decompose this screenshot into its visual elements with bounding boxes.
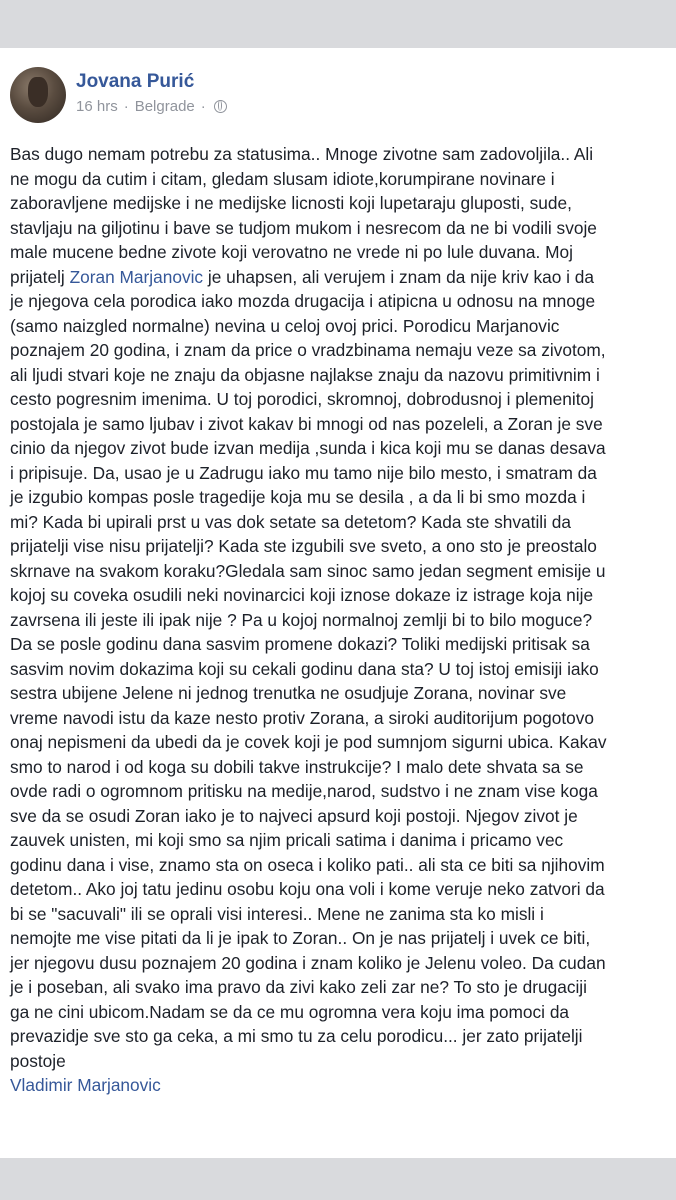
post-text-segment: skrnave na svakom koraku?Gledala sam sinoc samo jedan segment emisije u xyxy=(10,560,606,581)
post-text-segment: smo to narod i od koga su dobili takve instrukcije? I malo dete shvata sa se xyxy=(10,756,584,777)
post-text-segment: ne mogu da cutim i citam, gledam slusam idiote,korumpirane novinare i xyxy=(10,168,555,189)
post-text-line xyxy=(10,632,662,657)
post-text-segment: cinio da njegov zivot bude izvan medija ,sunda i kica koji mu se danas desava xyxy=(10,438,606,458)
post-text-line xyxy=(10,363,662,388)
post-text-line xyxy=(10,951,662,976)
post-text-segment: zauvek unisten, mi koji smo sa njim pricali satima i danima i pricamo vec xyxy=(10,830,564,850)
post-text-segment: sestra ubijene Jelene ni jednog trenutka ne osudjuje Zorana, novinar sve xyxy=(10,683,567,703)
post-text-segment: i pripisuje. Da, usao je u Zadrugu iako mu tamo nije bilo mesto, i smatram da xyxy=(10,462,597,483)
post-text-line xyxy=(10,510,662,535)
meta-separator: · xyxy=(123,98,129,115)
post-text-line xyxy=(10,975,662,1000)
post-text-segment: bi se "sacuvali" ili se oprali visi interesi.. Mene ne zanima sta ko misli i xyxy=(10,903,544,924)
mention-link[interactable]: Zoran Marjanovic xyxy=(69,266,204,287)
post-text-segment: sve da se osudi Zoran iako je to najveci apsurd koji postoji. Njegov zivot je xyxy=(10,805,578,826)
post-text-line xyxy=(10,804,662,829)
post-text-line xyxy=(10,240,662,265)
post-text-segment: jer njegovu dusu poznajem 20 godina i znam koliko je Jelenu voleo. Da cudan xyxy=(10,952,606,973)
post-text-segment: mi? Kada bi upirali prst u vas dok setate sa detetom? Kada ste shvatili da xyxy=(10,511,571,532)
post-text-line xyxy=(10,338,662,363)
post-text-segment: godinu dana i vise, znamo sta on oseca i koliko pati.. ali sta ce biti sa njihovim xyxy=(10,854,605,875)
post-text-line xyxy=(10,1024,662,1049)
post-text-segment: kojoj su coveka osudili neki novinarcici koji iznose dokaze iz istrage koja nije xyxy=(10,585,594,605)
post-text-line xyxy=(10,877,662,902)
post-text-line xyxy=(10,485,662,510)
post-text-segment: postojala je samo ljubav i zivot kakav bi mnogi od nas pozeleli, a Zoran je sve xyxy=(10,413,603,434)
post-text-segment: Da se posle godinu dana sasvim promene dokazi? Toliki medijski pritisak sa xyxy=(10,634,590,654)
post-text-segment: onaj nepismeni da ubedi da je covek koji je pod sumnjom sigurni ubica. Kakav xyxy=(10,732,607,752)
post-text-segment: cesto pogresnim imenima. U toj porodici, skromnoj, dobrodusnoj i plemenitoj xyxy=(10,389,594,409)
post-text-line xyxy=(10,461,662,486)
post-text-line xyxy=(10,730,662,755)
post-text-line xyxy=(10,436,662,461)
post-text-line xyxy=(10,559,662,584)
post-text-line xyxy=(10,926,662,951)
post-text-line xyxy=(10,534,662,559)
post-text-segment: male mucene bedne zivote koji verovatno ne vrede ni po lule duvana. Moj xyxy=(10,242,573,262)
post-text-segment: ga ne cini ubicom.Nadam se da ce mu ogromna vera koju ima pomoci da xyxy=(10,1001,570,1022)
author-name[interactable]: Jovana Purić xyxy=(76,71,195,92)
post-text-segment: postoje xyxy=(10,1050,66,1071)
post-text-segment: prevazidje sve sto ga ceka, a mi smo tu za celu porodicu... jer zato prijatelji xyxy=(10,1026,583,1046)
post-text-line xyxy=(10,608,662,633)
post-text-line xyxy=(10,387,662,412)
post-text-segment: je njegova cela porodica iako mozda drugacija i atipicna u odnosu na mnoge xyxy=(10,291,596,311)
post-text-line xyxy=(10,1073,662,1098)
post-text-segment: stavljaju na giljotinu i bave se tudjom mukom i nesrecom da ne bi vodili svoje xyxy=(10,217,597,238)
post-text-line xyxy=(10,412,662,437)
post-text-segment: detetom.. Ako joj tatu jedinu osobu koju ona voli i kome veruje neko zatvori da xyxy=(10,879,605,899)
post-text-segment: zaboravljene medijske i ne medijske licnosti koji lupetaraju gluposti, sude, xyxy=(10,193,572,213)
post-text-line xyxy=(10,583,662,608)
post-text-line xyxy=(10,706,662,731)
globe-icon[interactable] xyxy=(214,100,227,113)
post-text-segment: je uhapsen, ali verujem i znam da nije kriv kao i da xyxy=(203,266,595,287)
post-meta xyxy=(76,98,227,115)
post-text-line xyxy=(10,289,662,314)
post-text-line xyxy=(10,779,662,804)
post-card xyxy=(0,48,676,1158)
post-text-line xyxy=(10,828,662,853)
post-text-line xyxy=(10,167,662,192)
post-location[interactable]: Belgrade xyxy=(134,98,195,115)
post-text-segment: poznajem 20 godina, i znam da price o vradzbinama nemaju veze sa zivotom, xyxy=(10,340,606,360)
post-text-segment: (samo naizgled normalne) nevina u celoj ovoj prici. Porodicu Marjanovic xyxy=(10,315,560,336)
post-text-segment: prijatelji vise nisu prijatelji? Kada ste izgubili sve sveto, a ono sto je preostalo xyxy=(10,536,597,556)
meta-separator: · xyxy=(200,98,206,115)
post-text-line xyxy=(10,191,662,216)
mention-link[interactable]: Vladimir Marjanovic xyxy=(10,1075,161,1095)
post-text-segment: vreme navodi istu da kaze nesto protiv Zorana, a siroki auditorijum pogotovo xyxy=(10,707,595,728)
post-text-segment: sasvim novim dokazima koji su cekali godinu dana sta? U toj istoj emisiji iako xyxy=(10,658,599,679)
post-text xyxy=(10,142,662,1098)
post-text-line xyxy=(10,1049,662,1074)
post-time[interactable]: 16 hrs xyxy=(76,98,118,115)
post-text-segment: ali ljudi stvari koje ne znaju da objasne najlakse znaju da nazovu primitivnim i xyxy=(10,364,600,385)
post-text-line xyxy=(10,681,662,706)
post-text-line xyxy=(10,1000,662,1025)
post-text-segment: ovde radi o ogromnom pritisku na medije,narod, sudstvo i ne znam vise koga xyxy=(10,781,598,801)
post-text-line xyxy=(10,216,662,241)
post-text-line xyxy=(10,265,662,290)
post-text-line xyxy=(10,142,662,167)
post-text-segment: zavrsena ili jeste ili ipak nije ? Pa u kojoj normalnoj zemlji bi to bilo moguce? xyxy=(10,609,593,630)
author-avatar[interactable] xyxy=(10,67,66,123)
post-text-segment: Bas dugo nemam potrebu za statusima.. Mnoge zivotne sam zadovoljila.. Ali xyxy=(10,144,594,164)
post-text-segment: prijatelj xyxy=(10,266,70,287)
post-text-line xyxy=(10,314,662,339)
post-text-segment: je izgubio kompas posle tragedije koja mu se desila , a da li bi smo mozda i xyxy=(10,487,586,507)
post-text-line xyxy=(10,902,662,927)
post-text-line xyxy=(10,853,662,878)
post-text-line xyxy=(10,657,662,682)
post-text-line xyxy=(10,755,662,780)
post-text-segment: nemojte me vise pitati da li je ipak to Zoran.. On je nas prijatelj i uvek ce biti, xyxy=(10,928,591,948)
post-text-segment: je i poseban, ali svako ima pravo da zivi kako zeli zar ne? To sto je drugaciji xyxy=(10,977,587,997)
